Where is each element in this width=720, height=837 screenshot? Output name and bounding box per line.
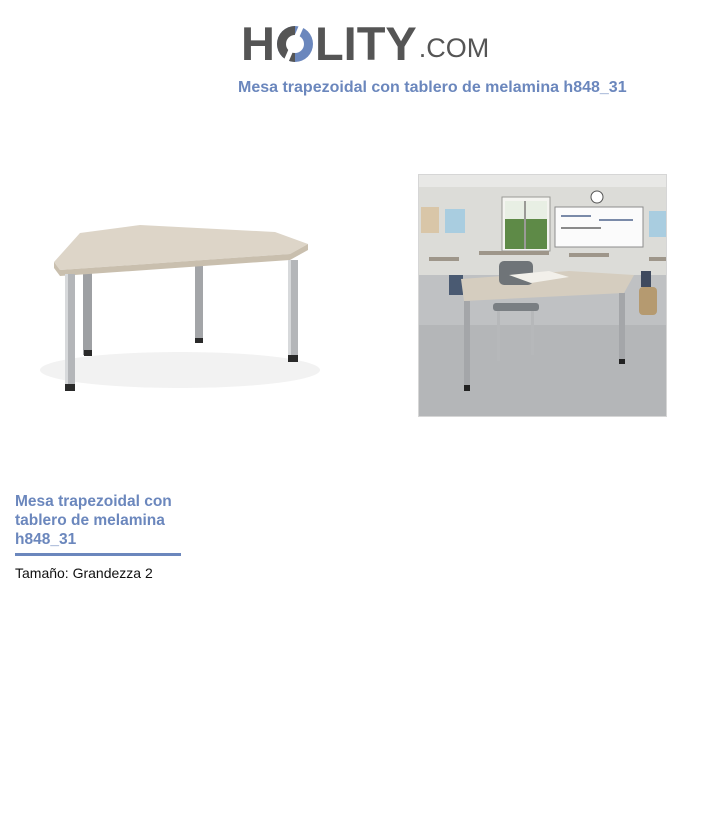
logo-wordmark — [241, 18, 417, 68]
product-title: Mesa trapezoidal con tablero de melamina h848_31 — [15, 493, 172, 548]
title-divider — [15, 553, 181, 556]
logo-tld: .COM — [418, 33, 490, 63]
page-title: Mesa trapezoidal con tablero de melamina h848_31 — [238, 79, 627, 96]
size-attribute — [15, 565, 153, 581]
size-label: Tamaño: — [15, 565, 69, 581]
product-photo — [30, 170, 330, 410]
logo-prefix: H — [241, 16, 275, 70]
size-value: Grandezza 2 — [72, 565, 153, 581]
classroom-photo — [418, 174, 667, 417]
brand-logo[interactable] — [241, 12, 489, 68]
logo-o-icon — [276, 18, 314, 68]
logo-suffix: LITY — [314, 16, 417, 70]
